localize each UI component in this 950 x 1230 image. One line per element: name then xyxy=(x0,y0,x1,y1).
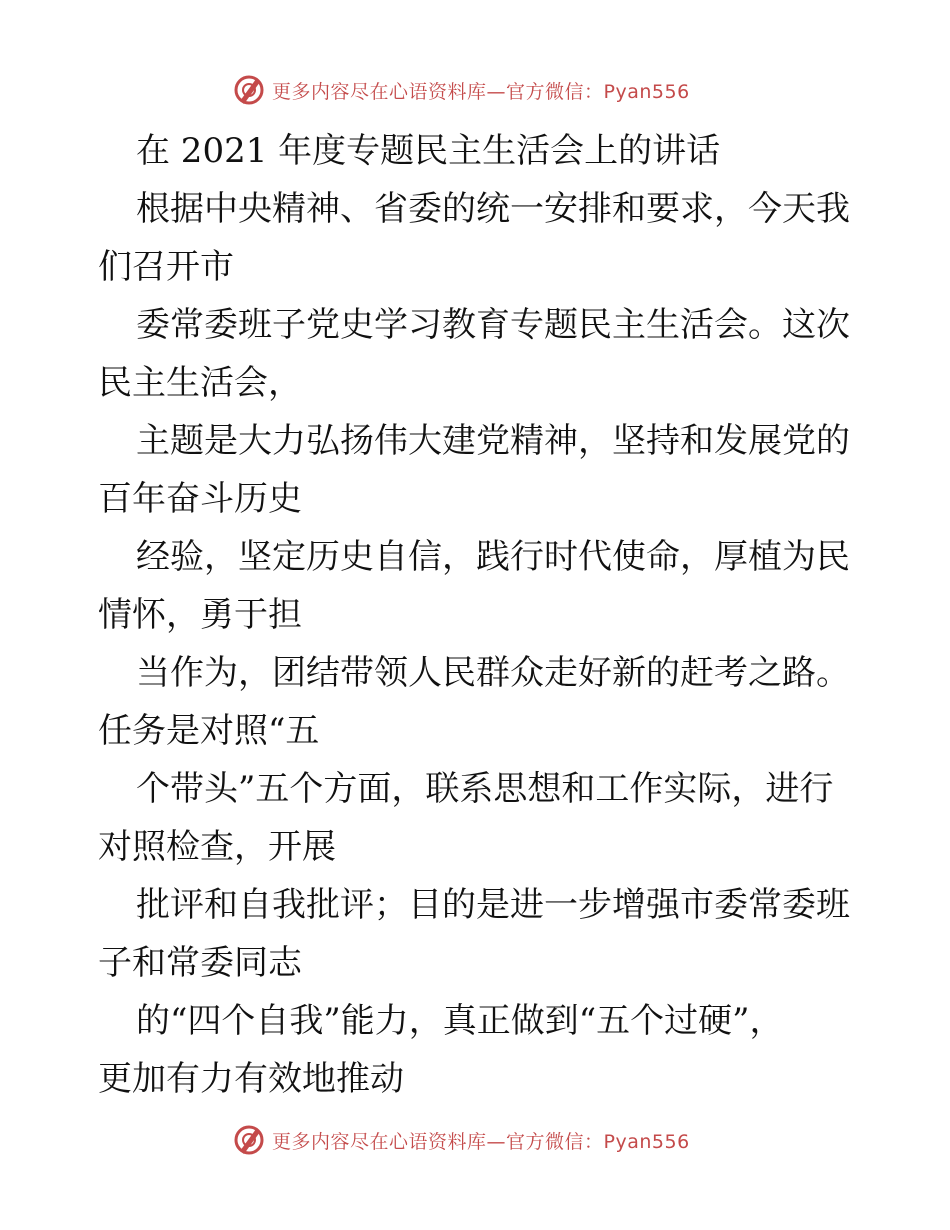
text-line: 百年奋斗历史 xyxy=(98,479,302,519)
text-line: 个带头”五个方面，联系思想和工作实际，进行 xyxy=(136,769,834,809)
text-line: 根据中央精神、省委的统一安排和要求，今天我 xyxy=(136,189,850,229)
text-line: 委常委班子党史学习教育专题民主生活会。这次 xyxy=(136,305,850,345)
document-title: 在 2021 年度专题民主生活会上的讲话 xyxy=(136,131,721,171)
text-line: 任务是对照“五 xyxy=(98,711,320,751)
text-line: 当作为，团结带领人民群众走好新的赶考之路。 xyxy=(136,653,850,693)
text-line: 们召开市 xyxy=(98,247,234,287)
text-line: 对照检查，开展 xyxy=(98,827,336,867)
header-watermark xyxy=(232,72,690,108)
watermark-text: 更多内容尽在心语资料库—官方微信：Pyan556 xyxy=(272,80,690,103)
text-line: 更加有力有效地推动 xyxy=(98,1059,404,1099)
pen-logo-icon xyxy=(232,1123,266,1157)
footer-watermark xyxy=(232,1122,690,1158)
watermark-text: 更多内容尽在心语资料库—官方微信：Pyan556 xyxy=(272,1130,690,1153)
text-line: 的“四个自我”能力，真正做到“五个过硬”， xyxy=(136,1001,784,1041)
document-body xyxy=(98,122,852,1108)
text-line: 民主生活会， xyxy=(98,363,302,403)
text-line: 主题是大力弘扬伟大建党精神，坚持和发展党的 xyxy=(136,421,850,461)
text-line: 批评和自我批评；目的是进一步增强市委常委班 xyxy=(136,885,850,925)
pen-logo-icon xyxy=(232,73,266,107)
text-line: 子和常委同志 xyxy=(98,943,302,983)
text-line: 经验，坚定历史自信，践行时代使命，厚植为民 xyxy=(136,537,850,577)
text-line: 情怀，勇于担 xyxy=(98,595,302,635)
